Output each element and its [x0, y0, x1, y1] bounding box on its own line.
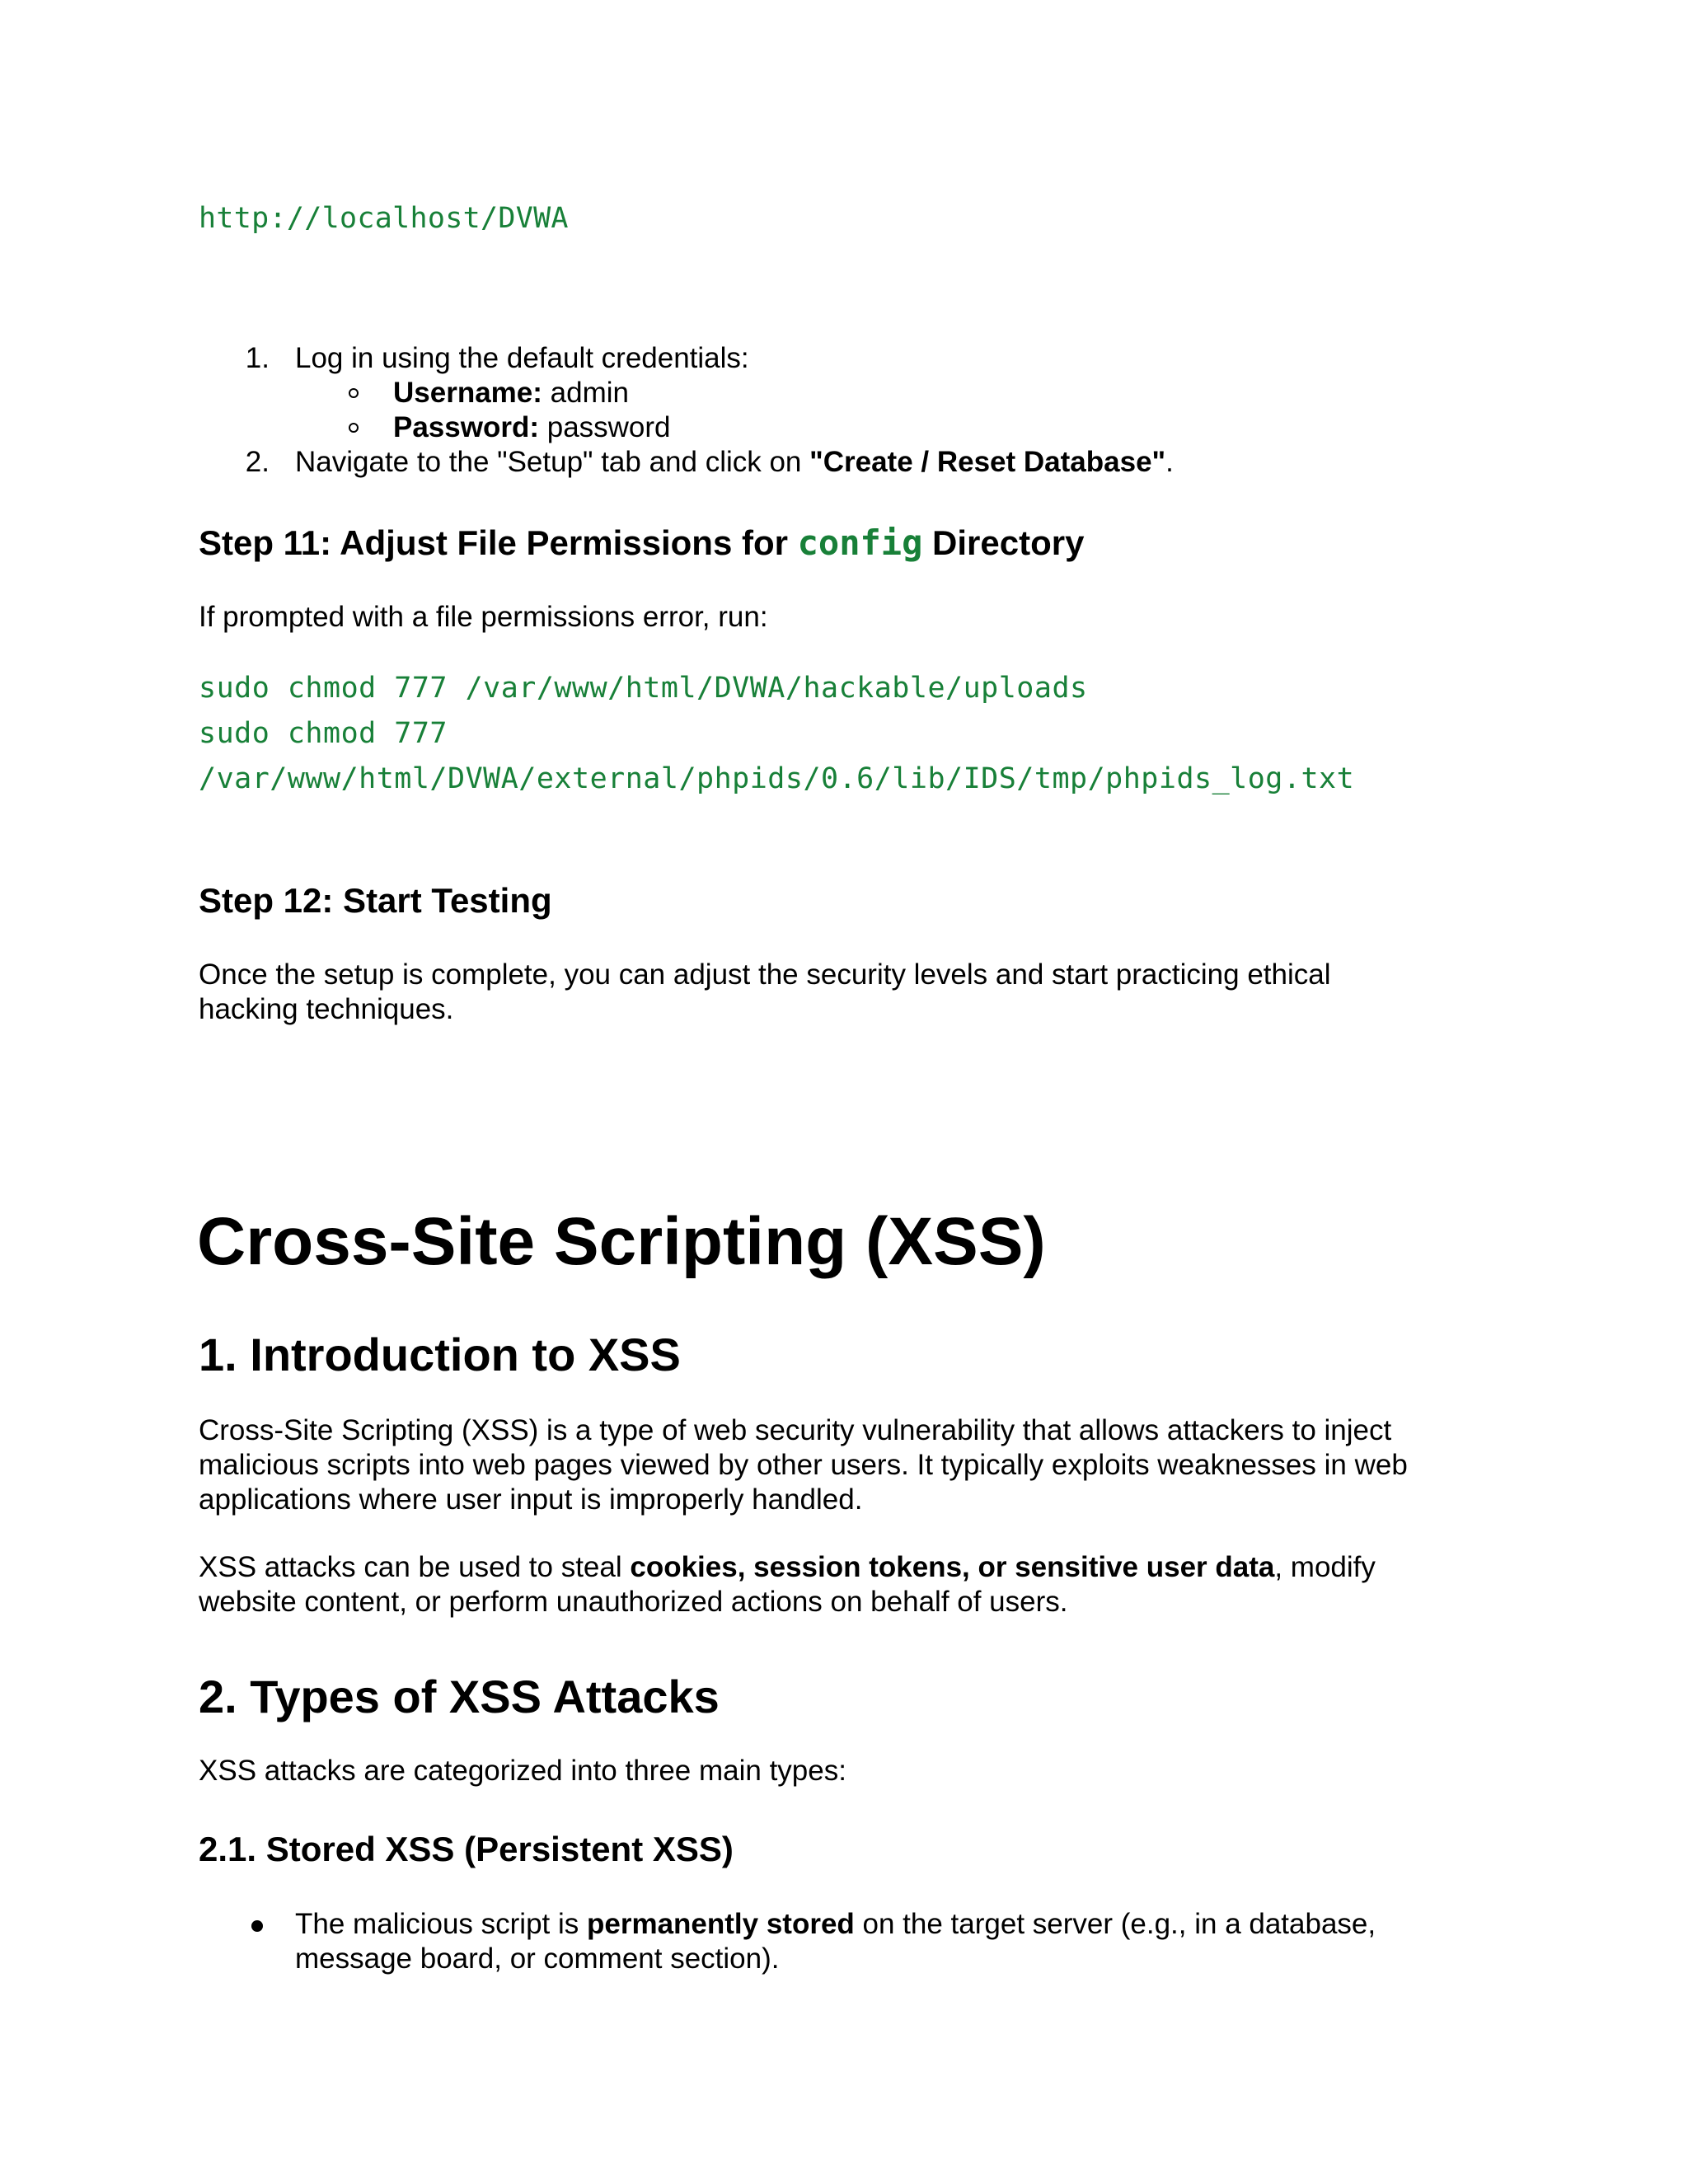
stored-bullet-pre: The malicious script is	[295, 1908, 587, 1940]
sentence-period: .	[1165, 446, 1174, 478]
bullet-text-line: message board, or comment section).	[295, 1943, 780, 1975]
username-label: Username:	[393, 377, 542, 409]
stored-xss-heading: 2.1. Stored XSS (Persistent XSS)	[199, 1830, 734, 1868]
list-number: 1.	[245, 342, 270, 374]
intro-heading: 1. Introduction to XSS	[199, 1329, 681, 1380]
step12-text-line: Once the setup is complete, you can adjust the security levels and start practicing ethical	[199, 958, 1331, 991]
intro-paragraph-line: Cross-Site Scripting (XSS) is a type of web security vulnerability that allows attackers to inject	[199, 1414, 1392, 1446]
dvwa-url[interactable]: http://localhost/DVWA	[199, 202, 569, 235]
list-item-text	[295, 445, 1174, 480]
intro-p2-post: , modify	[1274, 1551, 1376, 1583]
step12-text-line: hacking techniques.	[199, 993, 454, 1025]
stored-bullet-bold: permanently stored	[586, 1908, 855, 1940]
step12-heading: Step 12: Start Testing	[199, 881, 552, 920]
setup-instruction: Navigate to the "Setup" tab and click on	[295, 446, 810, 478]
list-number: 2.	[245, 446, 270, 478]
code-line: sudo chmod 777 /var/www/html/DVWA/hackable/uploads	[199, 672, 1088, 705]
types-heading: 2. Types of XSS Attacks	[199, 1671, 720, 1722]
hollow-bullet-icon	[349, 388, 359, 398]
step11-intro: If prompted with a file permissions error, run:	[199, 601, 768, 633]
password-value: password	[539, 411, 671, 443]
code-line: sudo chmod 777	[199, 717, 448, 750]
code-line: /var/www/html/DVWA/external/phpids/0.6/lib/IDS/tmp/phpids_log.txt	[199, 762, 1355, 795]
bullet-text-line	[295, 1907, 1376, 1942]
credential-password	[393, 410, 671, 445]
types-intro: XSS attacks are categorized into three main types:	[199, 1755, 846, 1787]
step11-heading-post: Directory	[922, 523, 1085, 562]
bullet-icon	[251, 1920, 263, 1932]
intro-p2-bold: cookies, session tokens, or sensitive user data	[630, 1551, 1275, 1583]
intro-paragraph-line: applications where user input is improperly handled.	[199, 1483, 863, 1516]
step11-heading-pre: Step 11: Adjust File Permissions for	[199, 523, 798, 562]
credential-username	[393, 376, 629, 410]
intro-paragraph2-line	[199, 1550, 1376, 1585]
intro-paragraph2-line: website content, or perform unauthorized actions on behalf of users.	[199, 1586, 1068, 1618]
xss-title: Cross-Site Scripting (XSS)	[197, 1204, 1046, 1279]
intro-paragraph-line: malicious scripts into web pages viewed by other users. It typically exploits weaknesses in web	[199, 1449, 1408, 1481]
password-label: Password:	[393, 411, 539, 443]
config-code: config	[797, 523, 923, 563]
intro-p2-pre: XSS attacks can be used to steal	[199, 1551, 631, 1583]
step11-heading	[199, 523, 1084, 564]
list-item-text: Log in using the default credentials:	[295, 342, 749, 374]
create-reset-database-label: "Create / Reset Database"	[809, 446, 1166, 478]
username-value: admin	[542, 377, 629, 409]
stored-bullet-post: on the target server (e.g., in a database,	[854, 1908, 1376, 1940]
hollow-bullet-icon	[349, 423, 359, 433]
